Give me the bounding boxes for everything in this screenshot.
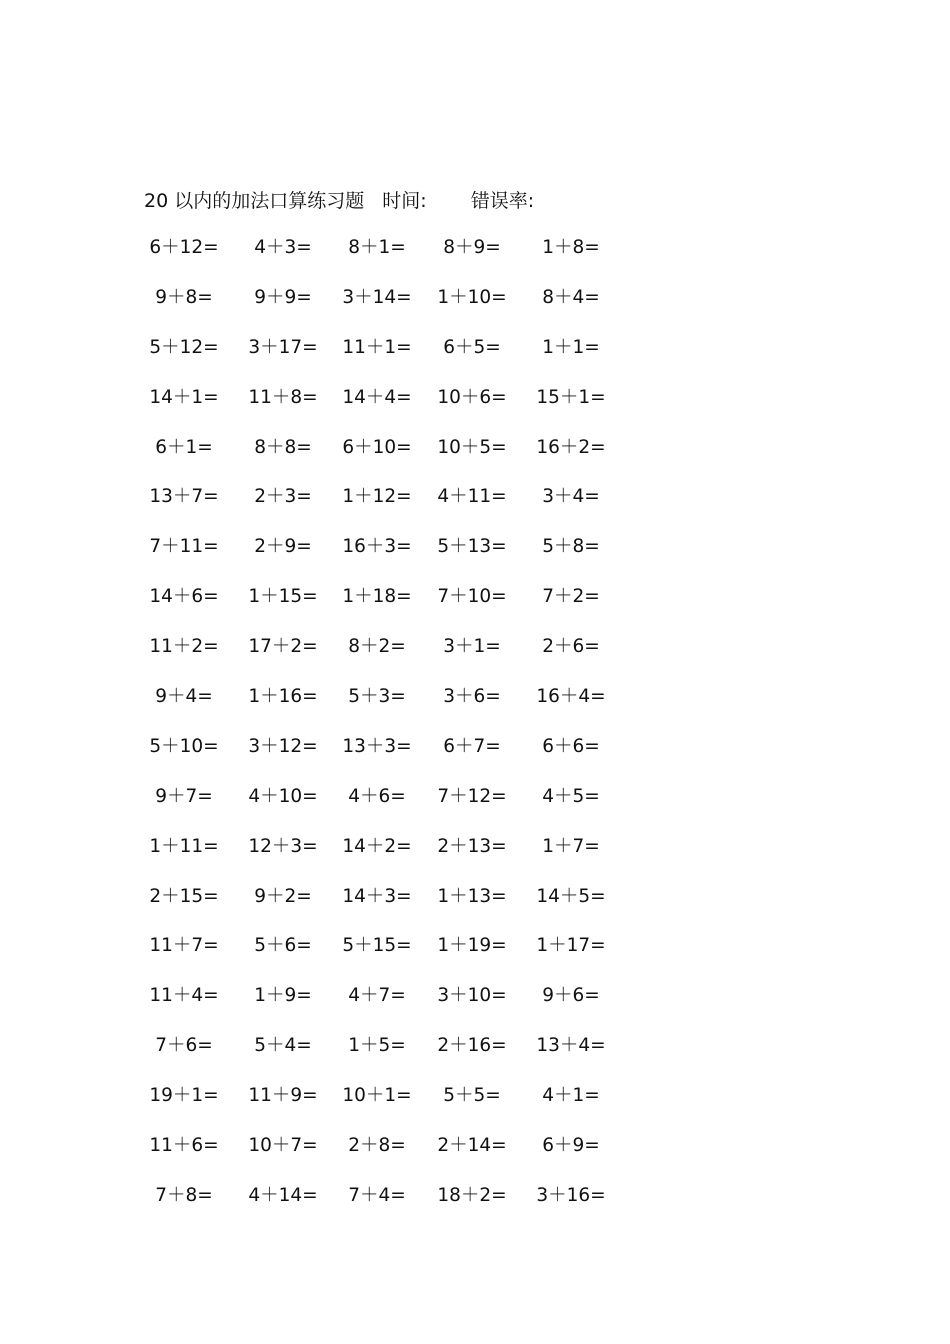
math-problem: 3＋12= <box>248 735 318 757</box>
math-problem: 16＋4= <box>536 686 606 708</box>
math-problem: 6＋5= <box>443 336 501 358</box>
math-problem: 1＋11= <box>149 835 219 857</box>
math-problem: 5＋8= <box>542 536 600 558</box>
math-problem: 10＋6= <box>437 386 507 408</box>
math-problem: 2＋15= <box>149 885 219 907</box>
worksheet-title: 20 以内的加法口算练习题 <box>144 190 365 212</box>
math-problem: 9＋7= <box>155 785 213 807</box>
math-problem: 4＋3= <box>254 237 312 258</box>
math-problem: 15＋1= <box>536 386 606 408</box>
math-problem: 11＋9= <box>248 1085 318 1107</box>
math-problem: 7＋2= <box>542 586 600 608</box>
math-problem: 11＋2= <box>149 636 219 658</box>
math-problem: 16＋3= <box>342 536 412 558</box>
math-problem: 3＋14= <box>342 286 412 308</box>
math-problem: 5＋15= <box>342 935 412 957</box>
math-problem: 3＋4= <box>542 486 600 508</box>
math-problem: 3＋16= <box>536 1184 606 1206</box>
math-problem: 7＋12= <box>437 785 507 807</box>
math-problem: 9＋9= <box>254 286 312 308</box>
math-problem: 1＋12= <box>342 486 412 508</box>
math-problem: 13＋4= <box>536 1035 606 1057</box>
problem-row <box>130 679 650 729</box>
math-problem: 2＋16= <box>437 1035 507 1057</box>
math-problem: 3＋17= <box>248 336 318 358</box>
math-problem: 6＋6= <box>542 735 600 757</box>
math-problem: 14＋6= <box>149 586 219 608</box>
math-problem: 1＋9= <box>254 985 312 1007</box>
math-problem: 2＋13= <box>437 835 507 857</box>
problem-row <box>130 779 650 829</box>
math-problem: 7＋8= <box>155 1184 213 1206</box>
math-problem: 8＋4= <box>542 286 600 308</box>
problem-row <box>130 879 650 929</box>
math-problem: 7＋11= <box>149 536 219 558</box>
math-problem: 9＋6= <box>542 985 600 1007</box>
math-problem: 2＋14= <box>437 1135 507 1157</box>
math-problem: 7＋10= <box>437 586 507 608</box>
math-problem: 7＋4= <box>348 1184 406 1206</box>
problem-row <box>130 1128 650 1178</box>
problem-row <box>130 579 650 629</box>
problem-row <box>130 380 650 430</box>
math-problem: 1＋5= <box>348 1035 406 1057</box>
math-problem: 10＋5= <box>437 436 507 458</box>
math-problem: 7＋6= <box>155 1035 213 1057</box>
math-problem: 14＋2= <box>342 835 412 857</box>
problem-row <box>130 1028 650 1078</box>
math-problem: 19＋1= <box>149 1085 219 1107</box>
math-problem: 2＋3= <box>254 486 312 508</box>
math-problem: 8＋8= <box>254 436 312 458</box>
math-problem: 4＋14= <box>248 1184 318 1206</box>
problem-row <box>130 928 650 978</box>
math-problem: 6＋1= <box>155 436 213 458</box>
math-problem: 13＋7= <box>149 486 219 508</box>
math-problem: 1＋18= <box>342 586 412 608</box>
math-problem: 17＋2= <box>248 636 318 658</box>
math-problem: 10＋7= <box>248 1135 318 1157</box>
math-problem: 5＋4= <box>254 1035 312 1057</box>
math-problem: 1＋7= <box>542 835 600 857</box>
math-problem: 2＋8= <box>348 1135 406 1157</box>
math-problem: 5＋5= <box>443 1085 501 1107</box>
math-problem: 4＋7= <box>348 985 406 1007</box>
problem-row <box>130 1078 650 1128</box>
problem-row <box>130 978 650 1028</box>
problem-row <box>130 1178 650 1228</box>
math-problem: 1＋13= <box>437 885 507 907</box>
math-problem: 5＋10= <box>149 735 219 757</box>
problem-row <box>130 479 650 529</box>
math-problem: 11＋4= <box>149 985 219 1007</box>
math-problem: 8＋1= <box>348 237 406 258</box>
problem-row <box>130 330 650 380</box>
math-problem: 11＋6= <box>149 1135 219 1157</box>
math-problem: 4＋10= <box>248 785 318 807</box>
math-problem: 10＋1= <box>342 1085 412 1107</box>
math-problem: 4＋1= <box>542 1085 600 1107</box>
time-label: 时间: <box>382 190 427 212</box>
problem-row <box>130 280 650 330</box>
math-problem: 11＋7= <box>149 935 219 957</box>
math-problem: 14＋4= <box>342 386 412 408</box>
math-problem: 1＋16= <box>248 686 318 708</box>
math-problem: 3＋6= <box>443 686 501 708</box>
math-problem: 6＋12= <box>149 237 219 258</box>
math-problem: 1＋15= <box>248 586 318 608</box>
math-problem: 11＋1= <box>342 336 412 358</box>
math-problem: 1＋1= <box>542 336 600 358</box>
math-problem: 6＋7= <box>443 735 501 757</box>
math-problem: 4＋5= <box>542 785 600 807</box>
math-problem: 3＋1= <box>443 636 501 658</box>
worksheet-header <box>144 186 534 216</box>
math-problem: 13＋3= <box>342 735 412 757</box>
math-problem: 6＋9= <box>542 1135 600 1157</box>
math-problem: 9＋8= <box>155 286 213 308</box>
math-problem: 5＋6= <box>254 935 312 957</box>
math-problem: 4＋6= <box>348 785 406 807</box>
problem-row <box>130 729 650 779</box>
math-problem: 6＋10= <box>342 436 412 458</box>
math-problem: 9＋4= <box>155 686 213 708</box>
problem-row <box>130 629 650 679</box>
math-problem: 14＋5= <box>536 885 606 907</box>
math-problem: 1＋17= <box>536 935 606 957</box>
problem-row <box>130 829 650 879</box>
math-problem: 16＋2= <box>536 436 606 458</box>
math-problem: 8＋2= <box>348 636 406 658</box>
problem-row <box>130 230 650 280</box>
math-problem: 1＋8= <box>542 237 600 258</box>
math-problem: 14＋1= <box>149 386 219 408</box>
math-problem: 11＋8= <box>248 386 318 408</box>
math-problem: 2＋6= <box>542 636 600 658</box>
problem-row <box>130 529 650 579</box>
problem-row <box>130 430 650 480</box>
math-problem: 18＋2= <box>437 1184 507 1206</box>
math-problem: 4＋11= <box>437 486 507 508</box>
math-problem: 14＋3= <box>342 885 412 907</box>
problem-grid <box>130 230 650 1228</box>
math-problem: 2＋9= <box>254 536 312 558</box>
math-problem: 1＋19= <box>437 935 507 957</box>
math-problem: 5＋13= <box>437 536 507 558</box>
math-problem: 3＋10= <box>437 985 507 1007</box>
math-problem: 9＋2= <box>254 885 312 907</box>
math-problem: 8＋9= <box>443 237 501 258</box>
math-problem: 12＋3= <box>248 835 318 857</box>
math-problem: 5＋12= <box>149 336 219 358</box>
math-problem: 5＋3= <box>348 686 406 708</box>
math-problem: 1＋10= <box>437 286 507 308</box>
error-rate-label: 错误率: <box>470 190 535 212</box>
